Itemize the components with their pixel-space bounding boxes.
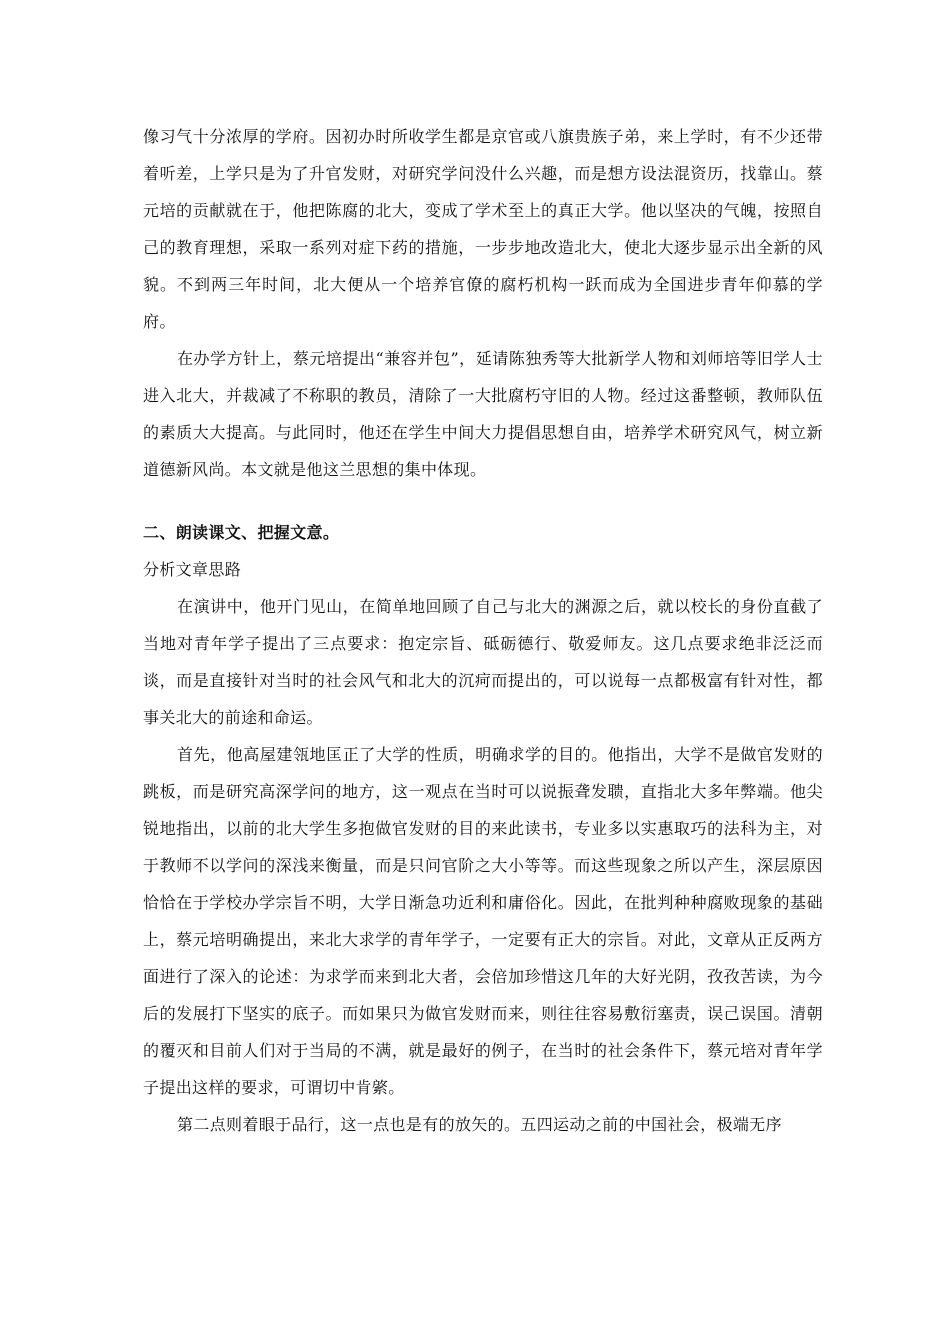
paragraph-educational-policy: 在办学方针上，蔡元培提出“兼容并包”，延请陈独秀等大批新学人物和刘师培等旧学人士进入北大，并裁减了不称职的教员，清除了一大批腐朽守旧的人物。经过这番整顿，教师队伍的素质大大提高。与此同时，他还在学生中间大力提倡思想自由，培养学术研究风气，树立新道德新风尚。本文就是他这兰思想的集中体现。 bbox=[143, 349, 823, 479]
paragraph-history-of-peking-university: 像习气十分浓厚的学府。因初办时所收学生都是京官或八旗贵族子弟，来上学时，有不少还带着听差，上学只是为了升官发财，对研究学问没什么兴趣，而是想方设法混资历，找靠山。蔡元培的贡献就在于，他把陈腐的北大，变成了学术至上的真正大学。他以坚决的气魄，按照自己的教育理想，采取一系列对症下药的措施，一步步地改造北大，使北大逐步显示出全新的风貌。不到两三年时间，北大便从一个培养官僚的腐朽机构一跃而成为全国进步青年仰慕的学府。 bbox=[143, 127, 823, 331]
paragraph-three-requirements: 在演讲中，他开门见山，在简单地回顾了自己与北大的渊源之后，就以校长的身份直截了当地对青年学子提出了三点要求：抱定宗旨、砥砺德行、敬爱师友。这几点要求绝非泛泛而谈，而是直接针对当时的社会风气和北大的沉疴而提出的，可以说每一点都极富有针对性，都事关北大的前途和命运。 bbox=[143, 597, 823, 727]
paragraph-first-point-purpose: 首先，他高屋建瓴地匡正了大学的性质，明确求学的目的。他指出，大学不是做官发财的跳板，而是研究高深学问的地方，这一观点在当时可以说振聋发聩，直指北大多年弊端。他尖锐地指出，以前的北大学生多抱做官发财的目的来此读书，专业多以实惠取巧的法科为主，对于教师不以学问的深浅来衡量，而是只问官阶之大小等等。而这些现象之所以产生，深层原因恰恰在于学校办学宗旨不明，大学日渐急功近利和庸俗化。因此，在批判种种腐败现象的基础上，蔡元培明确提出，来北大求学的青年学子，一定要有正大的宗旨。对此，文章从正反两方面进行了深入的论述：为求学而来到北大者，会倍加珍惜这几年的大好光阴，孜孜苦读，为今后的发展打下坚实的底子。而如果只为做官发财而来，则往往容易敷衍塞责，误己误国。清朝的覆灭和目前人们对于当局的不满，就是最好的例子，在当时的社会条件下，蔡元培对青年学子提出这样的要求，可谓切中肯綮。 bbox=[143, 745, 823, 1097]
section-heading-read-text: 二、朗读课文、把握文意。 bbox=[143, 523, 340, 542]
document-body bbox=[143, 118, 823, 1143]
paragraph-second-point-conduct: 第二点则着眼于品行，这一点也是有的放矢的。五四运动之前的中国社会，极端无序 bbox=[177, 1115, 782, 1134]
subheading-analyze-structure: 分析文章思路 bbox=[143, 560, 242, 579]
